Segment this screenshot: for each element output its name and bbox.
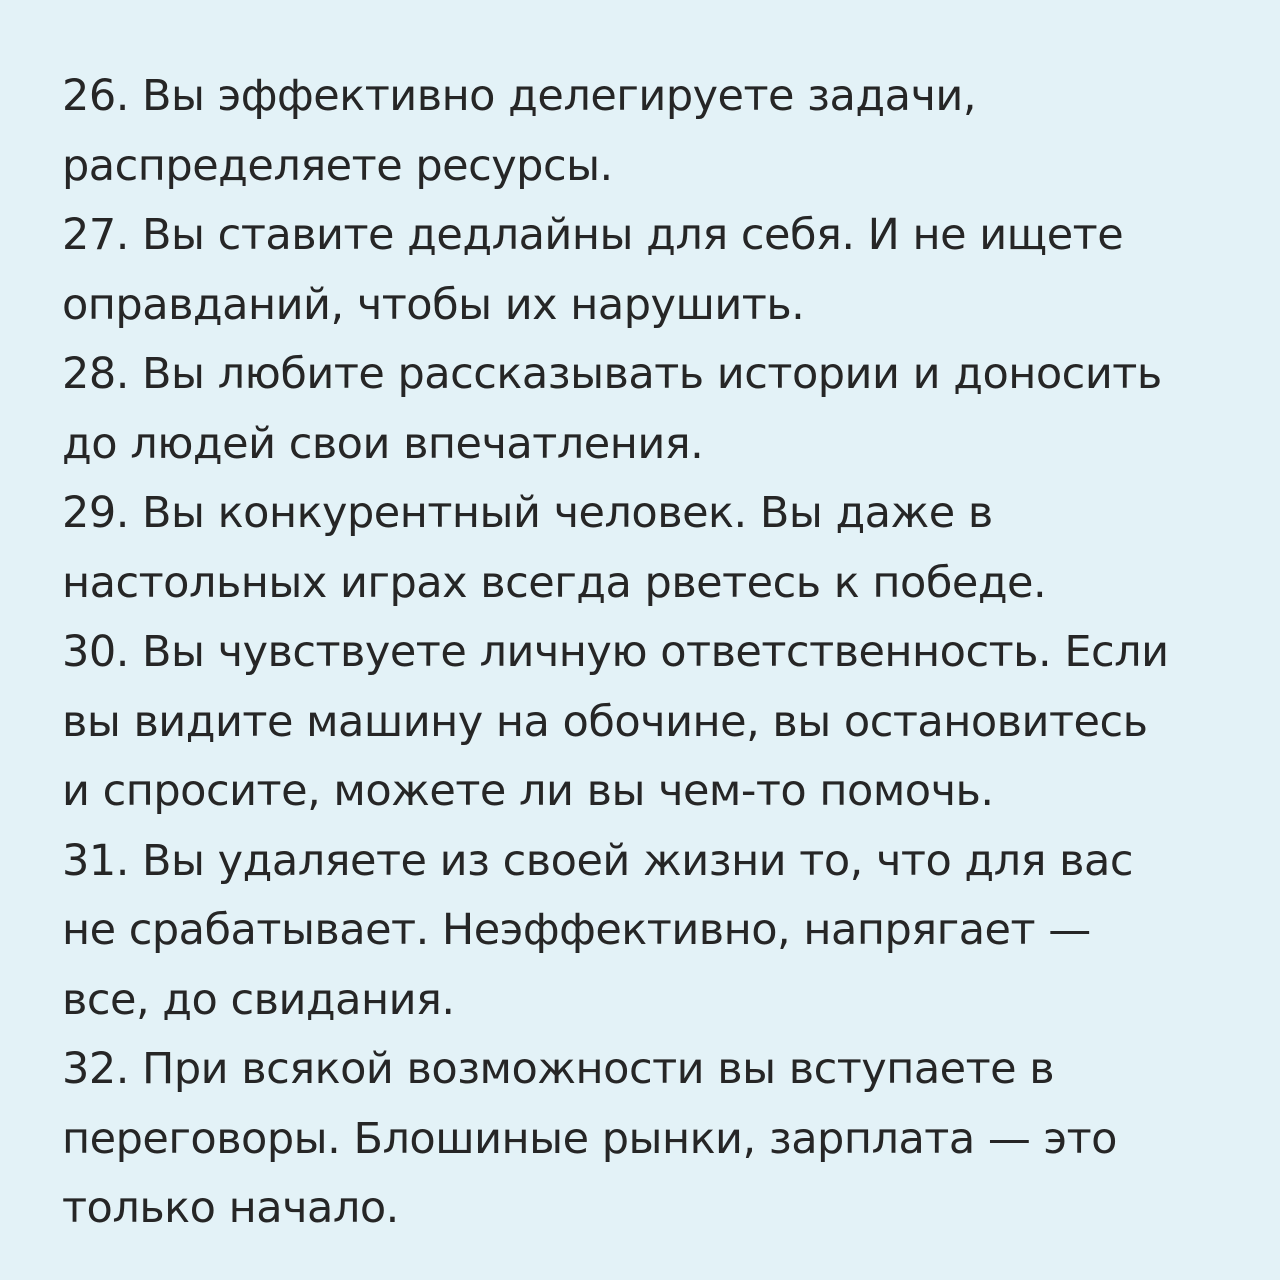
item-32-line-1: 32. При всякой возможности вы вступаете в <box>62 1044 1055 1094</box>
item-29-line-2: настольных играх всегда рветесь к победе. <box>62 557 1047 608</box>
item-27-line-2: оправданий, чтобы их нарушить. <box>62 279 805 330</box>
item-30-line-1: 30. Вы чувствуете личную ответственность. Если <box>62 627 1169 677</box>
item-27-line-1: 27. Вы ставите дедлайны для себя. И не ищете <box>62 210 1124 260</box>
item-32-line-2: переговоры. Блошиные рынки, зарплата — это <box>62 1113 1117 1164</box>
item-26-line-1: 26. Вы эффективно делегируете задачи, <box>62 71 976 121</box>
item-32-line-3: только начало. <box>62 1183 399 1233</box>
item-31-line-3: все, до свидания. <box>62 974 455 1025</box>
item-31-line-1: 31. Вы удаляете из своей жизни то, что для вас <box>62 835 1134 886</box>
item-28-line-1: 28. Вы любите рассказывать истории и доносить <box>62 349 1162 399</box>
item-26-line-2: распределяете ресурсы. <box>62 140 613 191</box>
item-30-line-2: вы видите машину на обочине, вы остановитесь <box>62 696 1148 747</box>
item-28-line-2: до людей свои впечатления. <box>62 418 704 469</box>
item-30-line-3: и спросите, можете ли вы чем-то помочь. <box>62 766 994 816</box>
item-31-line-2: не срабатывает. Неэффективно, напрягает — <box>62 905 1091 955</box>
text-page <box>62 62 1252 1244</box>
item-29-line-1: 29. Вы конкурентный человек. Вы даже в <box>62 488 993 538</box>
